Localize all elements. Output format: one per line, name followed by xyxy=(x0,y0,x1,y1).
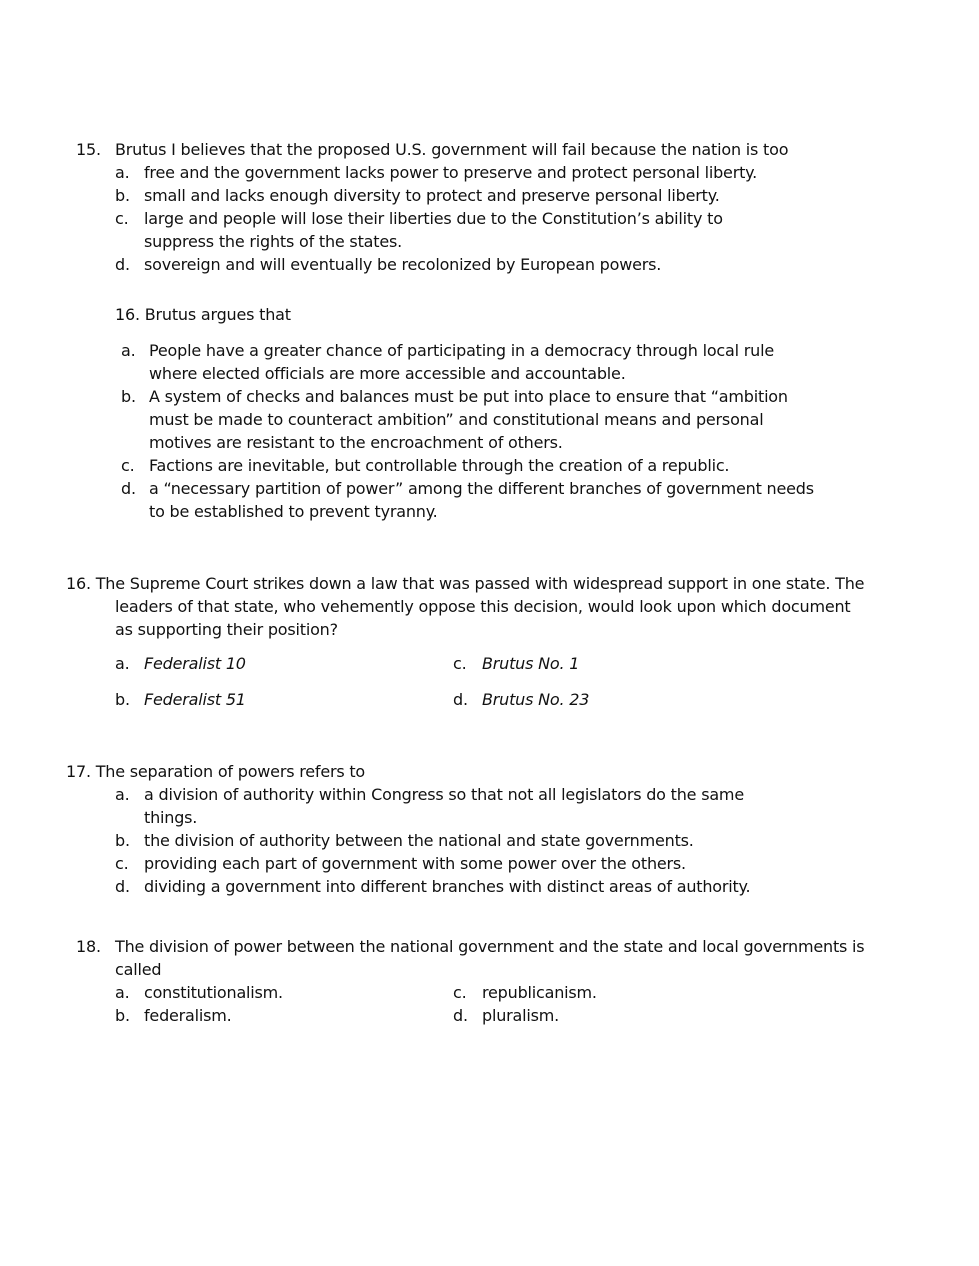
option-text: must be made to counteract ambition” and constitutional means and personal xyxy=(149,410,764,429)
option-letter: a. xyxy=(121,341,136,360)
option-text: a division of authority within Congress so that not all legislators do the same xyxy=(144,785,744,804)
option-letter: a. xyxy=(115,163,130,182)
option-text: pluralism. xyxy=(482,1006,560,1025)
option-text: dividing a government into different branches with distinct areas of authority. xyxy=(144,877,751,896)
option-text: motives are resistant to the encroachment of others. xyxy=(149,433,563,452)
option-text: Factions are inevitable, but controllable through the creation of a republic. xyxy=(149,456,730,475)
option-letter: d. xyxy=(115,877,130,896)
option-text: Federalist 51 xyxy=(144,690,246,709)
option-letter: c. xyxy=(115,209,129,228)
option-letter: c. xyxy=(453,983,467,1002)
option-text: where elected officials are more accessible and accountable. xyxy=(149,364,626,383)
option-letter: c. xyxy=(115,854,129,873)
question-number: 15. xyxy=(76,140,101,159)
option-text: sovereign and will eventually be recolonized by European powers. xyxy=(144,255,662,274)
option-text: things. xyxy=(144,808,198,827)
question-stem: 16. The Supreme Court strikes down a law that was passed with widespread support in one state. The xyxy=(66,574,865,593)
option-letter: b. xyxy=(115,831,130,850)
option-text: A system of checks and balances must be put into place to ensure that “ambition xyxy=(149,387,788,406)
question-stem: leaders of that state, who vehemently oppose this decision, would look upon which document xyxy=(115,597,851,616)
option-letter: a. xyxy=(115,654,130,673)
option-letter: b. xyxy=(115,186,130,205)
option-text: free and the government lacks power to preserve and protect personal liberty. xyxy=(144,163,758,182)
option-text: small and lacks enough diversity to protect and preserve personal liberty. xyxy=(144,186,720,205)
option-text: suppress the rights of the states. xyxy=(144,232,402,251)
option-text: large and people will lose their liberties due to the Constitution’s ability to xyxy=(144,209,723,228)
option-letter: d. xyxy=(115,255,130,274)
option-text: republicanism. xyxy=(482,983,597,1002)
question-stem: as supporting their position? xyxy=(115,620,338,639)
option-letter: a. xyxy=(115,785,130,804)
option-text: federalism. xyxy=(144,1006,232,1025)
question-stem: called xyxy=(115,960,162,979)
question-stem: 16. Brutus argues that xyxy=(115,305,291,324)
option-text: providing each part of government with some power over the others. xyxy=(144,854,686,873)
question-stem: Brutus I believes that the proposed U.S. government will fail because the nation is too xyxy=(115,140,789,159)
option-letter: c. xyxy=(453,654,467,673)
option-letter: c. xyxy=(121,456,135,475)
option-text: a “necessary partition of power” among the different branches of government needs xyxy=(149,479,814,498)
option-text: to be established to prevent tyranny. xyxy=(149,502,438,521)
question-stem: The division of power between the national government and the state and local governments is xyxy=(115,937,865,956)
option-text: constitutionalism. xyxy=(144,983,283,1002)
option-letter: b. xyxy=(115,1006,130,1025)
option-letter: d. xyxy=(453,1006,468,1025)
option-text: Brutus No. 23 xyxy=(482,690,590,709)
option-letter: d. xyxy=(121,479,136,498)
option-text: Federalist 10 xyxy=(144,654,246,673)
option-letter: a. xyxy=(115,983,130,1002)
option-letter: b. xyxy=(115,690,130,709)
question-stem: 17. The separation of powers refers to xyxy=(66,762,366,781)
option-text: Brutus No. 1 xyxy=(482,654,580,673)
option-text: People have a greater chance of participating in a democracy through local rule xyxy=(149,341,774,360)
option-letter: d. xyxy=(453,690,468,709)
option-letter: b. xyxy=(121,387,136,406)
question-number: 18. xyxy=(76,937,101,956)
option-text: the division of authority between the national and state governments. xyxy=(144,831,694,850)
